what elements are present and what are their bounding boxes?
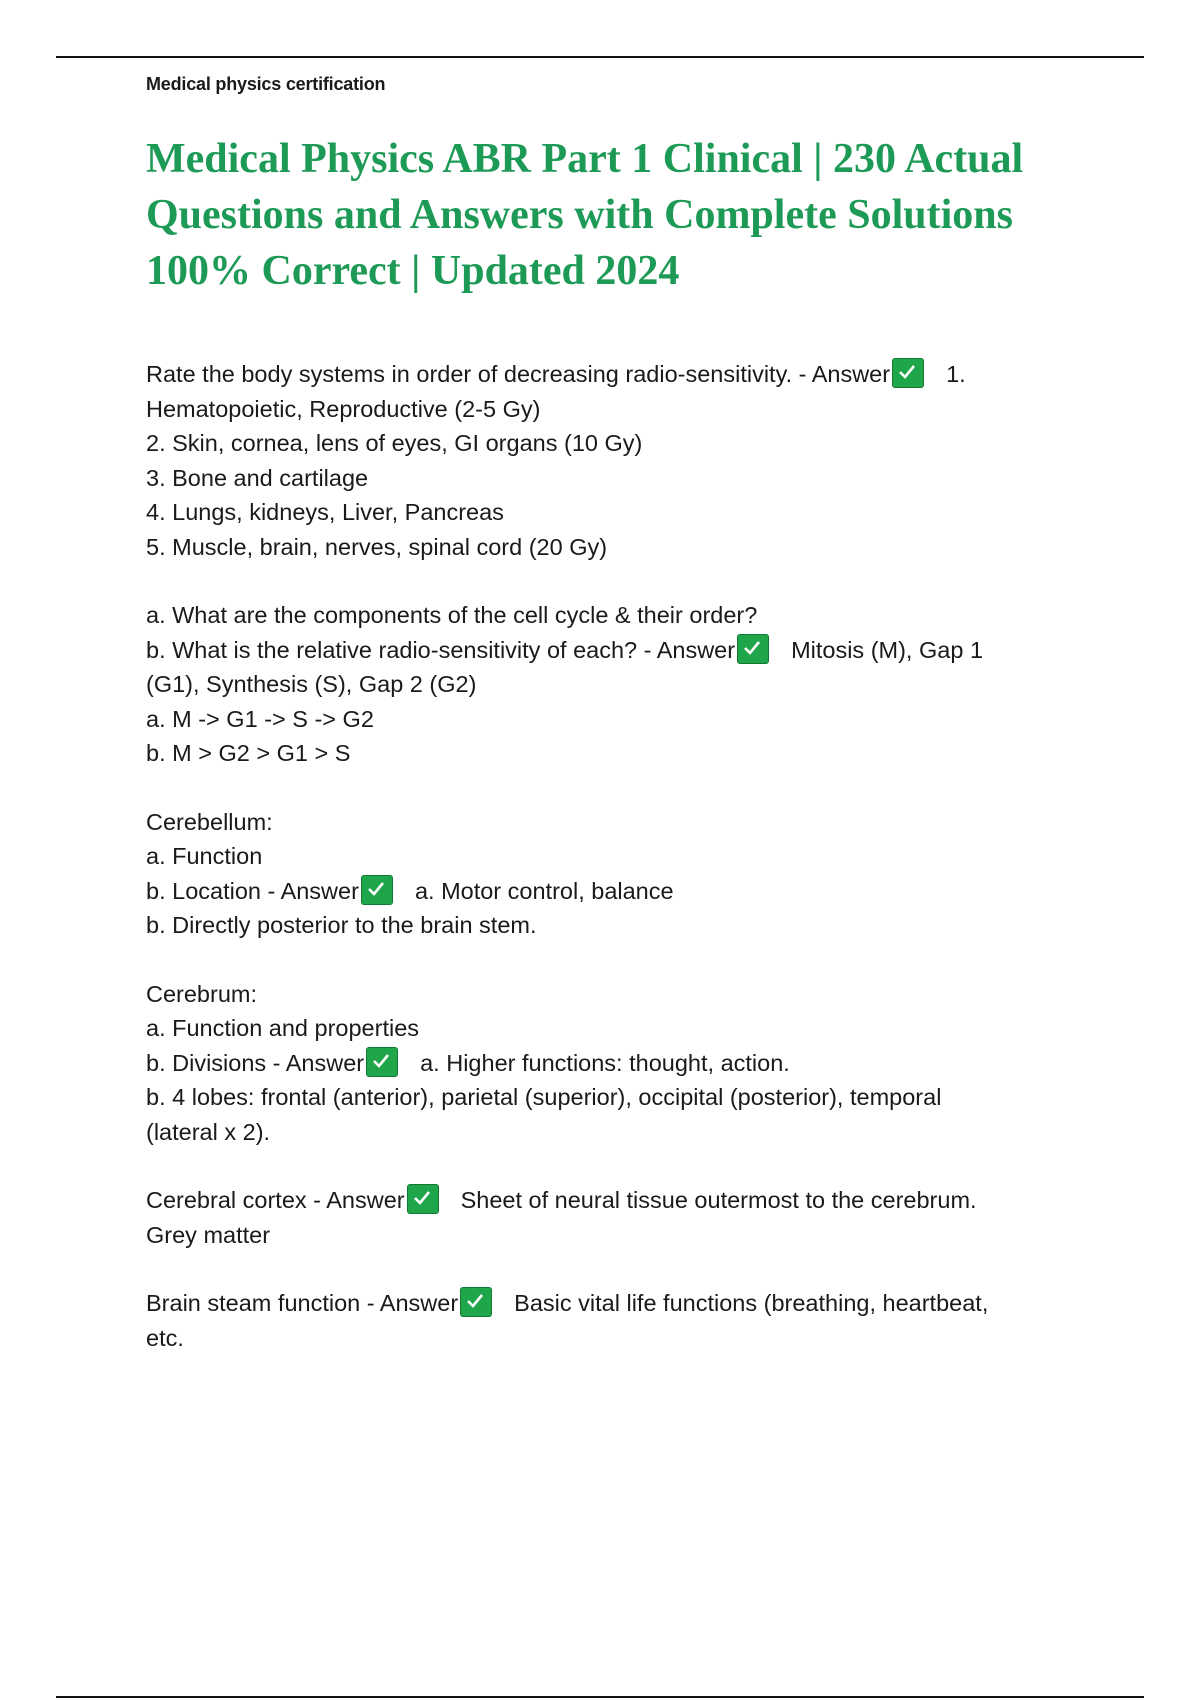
answer-line: 3. Bone and cartilage <box>146 464 369 491</box>
answer-line: b. Directly posterior to the brain stem. <box>146 912 537 938</box>
answer-line: Hematopoietic, Reproductive (2-5 Gy) <box>146 395 541 422</box>
qa-item <box>146 1286 1086 1355</box>
answer-line: (lateral x 2). <box>146 1118 271 1145</box>
answer-line: Grey matter <box>146 1221 271 1248</box>
answer-text: Sheet of neural tissue outermost to the cerebrum. <box>460 1187 977 1213</box>
top-rule <box>56 56 1144 58</box>
answer-line: (G1), Synthesis (S), Gap 2 (G2) <box>146 671 477 697</box>
question-line: a. What are the components of the cell cycle & their order? <box>146 602 758 628</box>
answer-text: Basic vital life functions (breathing, heartbeat, <box>514 1290 989 1316</box>
answer-line: etc. <box>146 1324 184 1351</box>
question-line <box>146 1286 1086 1321</box>
answer-text: a. Motor control, balance <box>414 877 674 904</box>
check-mark-icon <box>460 1287 492 1317</box>
bottom-rule <box>56 1696 1144 1698</box>
answer-line: 5. Muscle, brain, nerves, spinal cord (20 Gy) <box>146 533 608 560</box>
question-text: b. Divisions - Answer <box>146 1049 365 1076</box>
answer-line: b. M > G2 > G1 > S <box>146 740 351 766</box>
qa-item <box>146 977 1086 1150</box>
question-text: b. Location - Answer <box>146 877 359 904</box>
question-line <box>146 357 1086 392</box>
question-line: Cerebrum: <box>146 980 258 1007</box>
check-mark-icon <box>407 1184 439 1214</box>
question-line <box>146 633 1086 668</box>
question-line: a. Function and properties <box>146 1015 420 1041</box>
question-line: a. Function <box>146 843 263 869</box>
document-page <box>146 72 1086 1389</box>
running-header: Medical physics certification <box>146 74 386 94</box>
answer-line: 2. Skin, cornea, lens of eyes, GI organs (10 Gy) <box>146 430 643 456</box>
question-text: Cerebral cortex - Answer <box>146 1187 405 1213</box>
question-text: Brain steam function - Answer <box>146 1290 459 1316</box>
document-title: Medical Physics ABR Part 1 Clinical | 230 Actual Questions and Answers with Complete Solutions 100% Correct | Updated 2024 <box>146 136 1024 294</box>
check-mark-icon <box>737 634 769 664</box>
question-text: b. What is the relative radio-sensitivity of each? - Answer <box>146 636 736 663</box>
check-mark-icon <box>366 1047 398 1077</box>
check-mark-icon <box>892 358 924 388</box>
answer-line: 4. Lungs, kidneys, Liver, Pancreas <box>146 499 504 525</box>
answer-text: a. Higher functions: thought, action. <box>420 1049 790 1076</box>
check-mark-icon <box>361 875 393 905</box>
qa-item <box>146 598 1086 771</box>
answer-line: a. M -> G1 -> S -> G2 <box>146 705 374 732</box>
qa-item <box>146 805 1086 943</box>
question-line: Cerebellum: <box>146 808 273 835</box>
question-line <box>146 1183 1086 1218</box>
answer-line: b. 4 lobes: frontal (anterior), parietal (superior), occipital (posterior), temporal <box>146 1084 942 1110</box>
question-text: Rate the body systems in order of decreasing radio-sensitivity. - Answer <box>146 361 891 387</box>
answer-text: 1. <box>946 361 966 387</box>
qa-item <box>146 357 1086 564</box>
question-line <box>146 1046 1086 1081</box>
answer-text: Mitosis (M), Gap 1 <box>791 636 984 663</box>
qa-item <box>146 1183 1086 1252</box>
question-line <box>146 874 1086 909</box>
qa-list <box>146 357 1086 1355</box>
